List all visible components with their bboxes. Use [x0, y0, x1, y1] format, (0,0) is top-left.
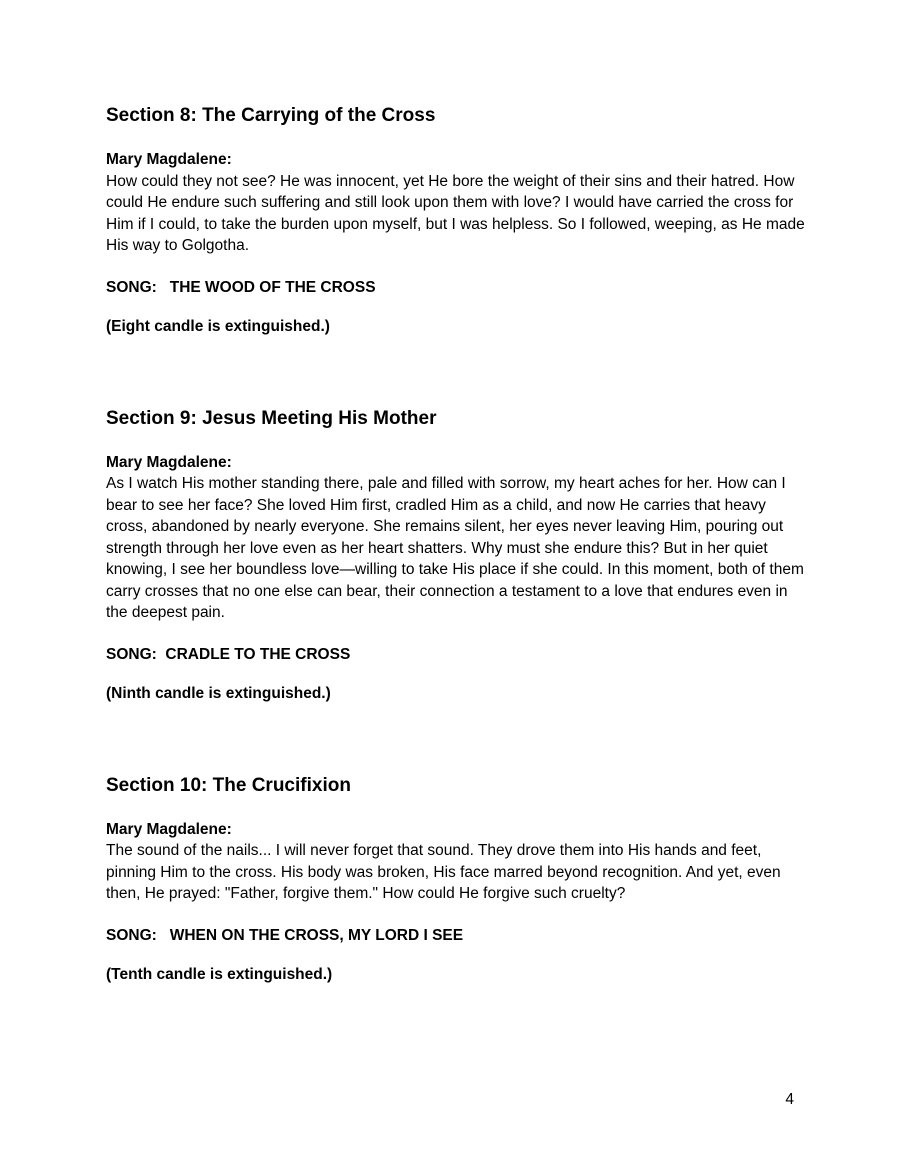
- section-title: Section 8: The Carrying of the Cross: [106, 105, 436, 126]
- speaker-label: Mary Magdalene:: [106, 453, 232, 471]
- section-title: Section 10: The Crucifixion: [106, 774, 351, 796]
- page-content: [106, 103, 806, 1004]
- speech-text: How could they not see? He was innocent, yet He bore the weight of their sins and their hatred. How could He endure such suffering and still look upon them with love? I would have carried the cross for Him if I could, to take the burden upon myself, but I was helpless. So I followed, weeping, as He made His way to Golgotha.: [106, 172, 805, 254]
- section-title: Section 9: Jesus Meeting His Mother: [106, 407, 437, 429]
- speaker-label: Mary Magdalene:: [106, 151, 232, 168]
- candle-direction: (Ninth candle is extinguished.): [106, 685, 331, 702]
- song-title: SONG: WHEN ON THE CROSS, MY LORD I SEE: [106, 926, 464, 944]
- section-10: [106, 773, 806, 986]
- speech-text: The sound of the nails... I will never forget that sound. They drove them into His hands and feet, pinning Him to the cross. His body was broken, His face marred beyond recognition. And yet, even then, He prayed: "Father, forgive them." How could He forgive such cruelty?: [106, 842, 781, 902]
- section-spacer: [106, 356, 806, 406]
- candle-direction: (Eight candle is extinguished.): [106, 318, 330, 335]
- section-spacer: [106, 723, 806, 773]
- song-title: SONG: THE WOOD OF THE CROSS: [106, 278, 376, 296]
- section-8: [106, 103, 806, 338]
- speaker-label: Mary Magdalene:: [106, 820, 232, 838]
- candle-direction: (Tenth candle is extinguished.): [106, 966, 333, 983]
- page-number: 4: [785, 1091, 794, 1108]
- speech-text: As I watch His mother standing there, pale and filled with sorrow, my heart aches for her. How can I bear to see her face? She loved Him first, cradled Him as a child, and now He carries that heavy cross, abandoned by nearly everyone. She remains silent, her eyes never leaving Him, pouring out strength through her love even as her heart shatters. Why must she endure this? But in her quiet knowing, I see her boundless love—willing to take His place if she could. In this moment, both of them carry crosses that no one else can bear, their connection a testament to a love that endures even in the deepest pain.: [106, 475, 804, 621]
- section-9: [106, 406, 806, 705]
- song-title: SONG: CRADLE TO THE CROSS: [106, 645, 351, 663]
